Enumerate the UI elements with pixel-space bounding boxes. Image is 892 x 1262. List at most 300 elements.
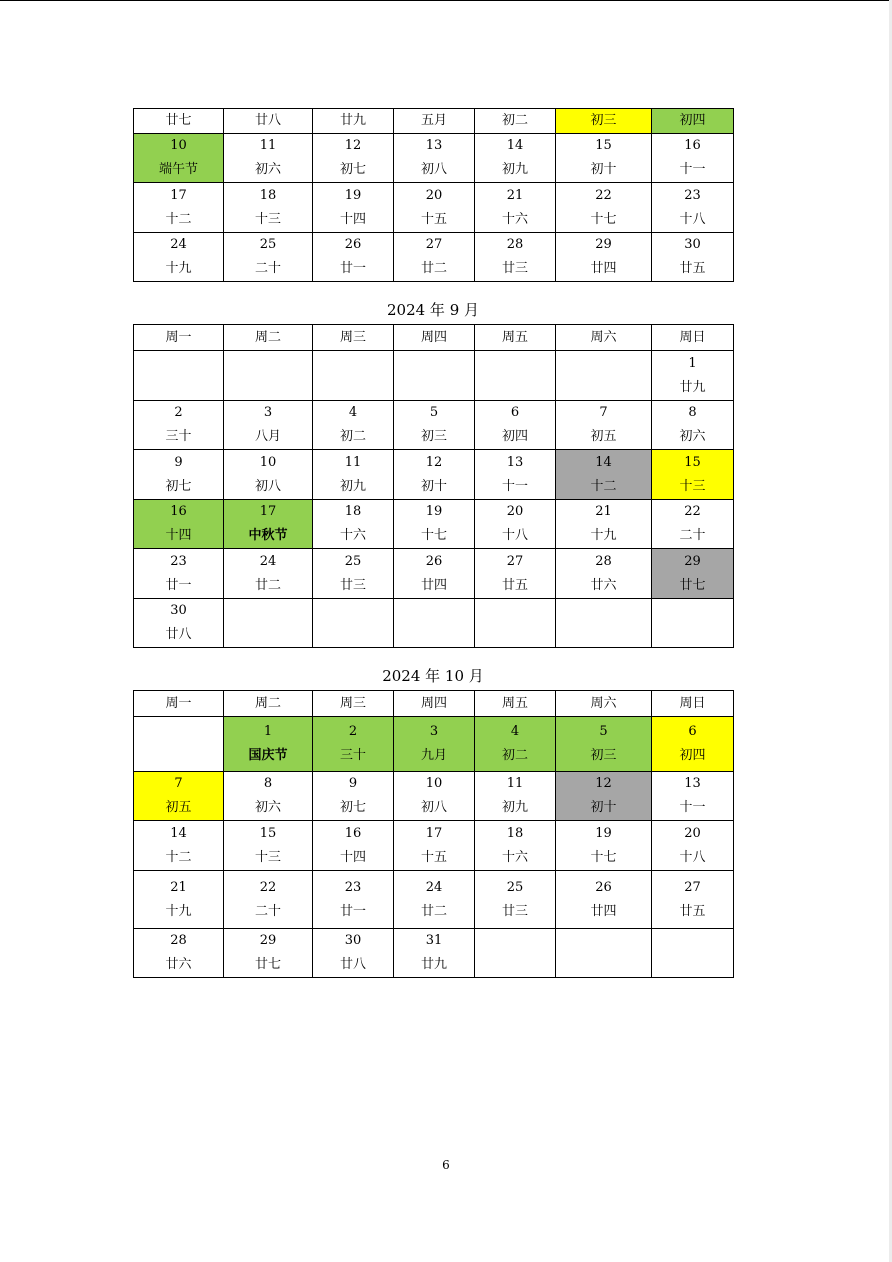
weekday-header-cell: 周五	[475, 691, 556, 717]
day-cell	[556, 401, 652, 450]
empty-day-cell	[224, 351, 313, 401]
lunar-date: 廿四	[590, 261, 617, 276]
day-number: 20	[684, 825, 701, 841]
lunar-date: 廿七	[679, 577, 706, 593]
lunar-only-cell	[394, 109, 475, 134]
lunar-date: 端午节	[158, 162, 198, 177]
lunar-date: 十八	[501, 528, 528, 543]
day-cell	[134, 500, 224, 549]
day-number: 27	[506, 553, 524, 569]
lunar-date: 十六	[501, 211, 528, 227]
day-number: 21	[170, 879, 187, 895]
day-cell	[394, 183, 475, 233]
lunar-date: 廿九	[420, 957, 447, 972]
day-cell	[224, 871, 313, 929]
empty-day-cell	[475, 929, 556, 978]
day-cell	[394, 871, 475, 929]
day-cell	[475, 549, 556, 599]
day-cell	[313, 450, 394, 500]
weekday-header-cell: 周五	[475, 325, 556, 351]
day-cell	[134, 599, 224, 648]
day-number: 28	[506, 237, 524, 252]
day-number: 20	[506, 504, 524, 519]
day-cell	[652, 772, 734, 821]
empty-day-cell	[394, 599, 475, 648]
day-number: 30	[170, 603, 187, 618]
day-cell	[556, 821, 652, 871]
day-number: 29	[684, 553, 701, 569]
empty-day-cell	[556, 599, 652, 648]
lunar-date: 十三	[679, 478, 706, 494]
weekday-header-cell: 周一	[134, 691, 224, 717]
day-number: 13	[684, 776, 701, 791]
week-row	[134, 929, 734, 978]
day-cell	[556, 233, 652, 282]
day-cell	[394, 821, 475, 871]
weekday-header-cell: 周日	[652, 325, 734, 351]
lunar-date: 十四	[339, 849, 366, 865]
day-number: 27	[425, 237, 443, 252]
day-cell	[224, 929, 313, 978]
lunar-date: 初三	[590, 113, 617, 128]
lunar-only-cell	[475, 109, 556, 134]
day-number: 19	[425, 504, 443, 519]
day-cell	[313, 871, 394, 929]
day-cell	[556, 134, 652, 183]
day-number: 12	[344, 138, 362, 153]
lunar-date: 初十	[590, 800, 617, 815]
weekday-header-cell: 周日	[652, 691, 734, 717]
weekday-header-cell: 周一	[134, 325, 224, 351]
week-row	[134, 772, 734, 821]
lunar-date: 初六	[254, 800, 281, 815]
day-number: 7	[174, 776, 183, 791]
day-cell	[224, 772, 313, 821]
weekday-header-row	[134, 325, 734, 351]
lunar-date: 初四	[501, 429, 528, 444]
day-number: 3	[429, 724, 439, 739]
week-row	[134, 821, 734, 871]
weekday-header-cell: 周四	[394, 691, 475, 717]
day-number: 11	[506, 776, 524, 791]
empty-day-cell	[313, 351, 394, 401]
week-row	[134, 871, 734, 929]
day-number: 6	[510, 405, 520, 420]
lunar-date: 十九	[165, 261, 192, 276]
day-cell	[313, 772, 394, 821]
day-cell	[224, 134, 313, 183]
lunar-date: 廿四	[590, 903, 617, 919]
day-cell	[394, 772, 475, 821]
day-cell	[224, 233, 313, 282]
lunar-date: 初二	[501, 113, 528, 128]
lunar-only-cell	[134, 109, 224, 134]
day-cell	[652, 351, 734, 401]
lunar-date: 初三	[590, 748, 617, 763]
day-cell	[475, 233, 556, 282]
october-calendar-table	[133, 690, 734, 978]
week-row	[134, 401, 734, 450]
lunar-date: 十九	[165, 903, 192, 919]
day-cell	[556, 500, 652, 549]
lunar-date: 初四	[679, 748, 706, 763]
day-cell	[652, 183, 734, 233]
day-number: 25	[344, 553, 362, 569]
day-cell	[556, 549, 652, 599]
lunar-date: 廿五	[679, 261, 706, 276]
day-cell	[394, 549, 475, 599]
day-cell	[394, 929, 475, 978]
lunar-only-cell	[556, 109, 652, 134]
day-cell	[475, 401, 556, 450]
day-cell	[134, 772, 224, 821]
weekday-header-cell: 周六	[556, 325, 652, 351]
lunar-date: 五月	[420, 113, 447, 128]
lunar-date: 十二	[165, 849, 192, 865]
day-number: 25	[259, 237, 277, 252]
day-number: 27	[684, 879, 701, 895]
day-cell	[652, 450, 734, 500]
day-cell	[475, 450, 556, 500]
day-cell	[556, 772, 652, 821]
lunar-date: 初二	[501, 748, 528, 763]
week-row	[134, 500, 734, 549]
day-number: 30	[684, 237, 701, 252]
lunar-date: 三十	[165, 429, 192, 444]
lunar-date: 九月	[420, 748, 447, 763]
lunar-date: 二十	[254, 261, 281, 276]
day-number: 16	[344, 825, 362, 841]
lunar-date: 初九	[501, 800, 528, 815]
lunar-date: 初十	[420, 478, 447, 494]
lunar-date: 初五	[165, 800, 192, 815]
day-cell	[652, 500, 734, 549]
day-cell	[134, 821, 224, 871]
day-cell	[475, 772, 556, 821]
day-cell	[475, 183, 556, 233]
lunar-date: 廿二	[420, 261, 447, 276]
day-number: 23	[344, 879, 362, 895]
day-cell	[652, 233, 734, 282]
day-cell	[394, 233, 475, 282]
day-cell	[224, 450, 313, 500]
day-number: 21	[595, 504, 612, 519]
day-number: 11	[344, 454, 362, 470]
lunar-date: 十一	[679, 800, 706, 815]
day-cell	[652, 871, 734, 929]
day-number: 26	[425, 553, 443, 569]
day-cell	[134, 871, 224, 929]
day-number: 5	[429, 405, 439, 420]
day-cell	[652, 401, 734, 450]
lunar-date: 十九	[590, 528, 617, 543]
day-number: 12	[425, 454, 443, 470]
empty-day-cell	[475, 599, 556, 648]
day-cell	[475, 134, 556, 183]
empty-day-cell	[556, 351, 652, 401]
empty-day-cell	[475, 351, 556, 401]
empty-day-cell	[134, 351, 224, 401]
day-number: 17	[259, 504, 277, 519]
day-number: 6	[688, 724, 697, 739]
day-number: 19	[344, 187, 362, 203]
week-row	[134, 450, 734, 500]
day-number: 20	[425, 187, 443, 203]
day-number: 10	[425, 776, 443, 791]
lunar-date: 廿一	[339, 903, 366, 919]
day-number: 15	[684, 454, 701, 470]
september-title: 2024 年 9 月	[386, 301, 480, 319]
day-number: 22	[595, 187, 612, 203]
day-number: 4	[510, 724, 520, 739]
day-number: 16	[170, 504, 187, 519]
day-number: 29	[595, 237, 612, 252]
page-top-border	[0, 0, 892, 1]
day-number: 23	[170, 553, 187, 569]
day-number: 21	[506, 187, 524, 203]
week-row	[134, 717, 734, 772]
day-cell	[134, 450, 224, 500]
day-cell	[134, 233, 224, 282]
day-cell	[394, 450, 475, 500]
lunar-date: 廿二	[420, 903, 447, 919]
lunar-date: 初八	[254, 478, 281, 494]
day-cell	[556, 717, 652, 772]
day-cell	[652, 549, 734, 599]
weekday-header-cell: 周二	[224, 325, 313, 351]
lunar-date: 十一	[679, 162, 706, 177]
day-number: 8	[263, 776, 273, 791]
empty-day-cell	[224, 599, 313, 648]
day-number: 1	[688, 355, 697, 371]
lunar-date: 十八	[679, 849, 706, 865]
day-number: 4	[348, 405, 358, 420]
day-cell	[652, 821, 734, 871]
day-cell	[313, 134, 394, 183]
lunar-date: 三十	[339, 748, 366, 763]
empty-day-cell	[556, 929, 652, 978]
day-cell	[224, 183, 313, 233]
lunar-date: 廿一	[339, 261, 366, 276]
day-number: 14	[170, 825, 187, 841]
day-cell	[134, 401, 224, 450]
empty-day-cell	[652, 599, 734, 648]
lunar-date: 廿二	[254, 577, 281, 593]
day-number: 30	[344, 933, 362, 948]
day-number: 18	[259, 187, 277, 203]
day-cell	[556, 450, 652, 500]
day-number: 31	[425, 933, 443, 948]
lunar-date: 初四	[679, 113, 706, 128]
day-number: 14	[506, 138, 524, 153]
day-number: 9	[348, 776, 358, 791]
lunar-date: 十三	[254, 849, 281, 865]
day-cell	[313, 233, 394, 282]
day-number: 14	[595, 454, 612, 470]
lunar-date: 廿五	[679, 903, 706, 919]
lunar-date: 十四	[339, 211, 366, 227]
day-number: 9	[174, 454, 183, 470]
lunar-date: 廿三	[339, 577, 366, 593]
lunar-date: 十七	[590, 849, 617, 865]
day-number: 3	[263, 405, 273, 420]
day-cell	[475, 821, 556, 871]
day-number: 13	[506, 454, 524, 470]
lunar-date: 中秋节	[248, 528, 288, 543]
lunar-date: 初七	[339, 162, 366, 177]
day-number: 18	[506, 825, 524, 841]
day-number: 13	[425, 138, 443, 153]
lunar-date: 初三	[420, 429, 447, 444]
day-cell	[134, 549, 224, 599]
day-number: 12	[595, 776, 612, 791]
empty-day-cell	[652, 929, 734, 978]
day-cell	[652, 134, 734, 183]
day-number: 17	[425, 825, 443, 841]
day-number: 15	[595, 138, 612, 153]
lunar-only-cell	[313, 109, 394, 134]
day-cell	[313, 717, 394, 772]
day-number: 22	[259, 879, 277, 895]
day-number: 5	[599, 724, 608, 739]
lunar-date: 初五	[590, 429, 617, 444]
day-cell	[556, 871, 652, 929]
day-number: 28	[595, 553, 612, 569]
day-cell	[475, 500, 556, 549]
page-number: 6	[442, 1158, 450, 1172]
day-cell	[313, 183, 394, 233]
day-number: 7	[599, 405, 608, 420]
day-cell	[134, 134, 224, 183]
lunar-date: 廿九	[679, 379, 706, 395]
week-row	[134, 183, 734, 233]
lunar-date: 初七	[339, 800, 366, 815]
weekday-header-cell: 周六	[556, 691, 652, 717]
lunar-date: 十五	[420, 211, 447, 227]
day-cell	[652, 717, 734, 772]
day-number: 8	[688, 405, 697, 420]
lunar-date: 初七	[165, 478, 192, 494]
lunar-date: 十七	[590, 211, 617, 227]
day-number: 25	[506, 879, 524, 895]
october-title: 2024 年 10 月	[382, 667, 484, 685]
day-cell	[313, 821, 394, 871]
lunar-date: 十一	[501, 478, 528, 494]
lunar-date: 十二	[590, 478, 617, 494]
day-number: 10	[259, 454, 277, 470]
day-cell	[224, 717, 313, 772]
day-number: 15	[259, 825, 277, 841]
day-number: 18	[344, 504, 362, 519]
weekday-header-cell: 周二	[224, 691, 313, 717]
day-number: 22	[684, 504, 701, 519]
lunar-date: 初十	[590, 162, 617, 177]
day-cell	[394, 401, 475, 450]
day-cell	[224, 401, 313, 450]
empty-day-cell	[394, 351, 475, 401]
september-calendar-table	[133, 324, 734, 648]
lunar-date: 十六	[501, 849, 528, 865]
lunar-date: 廿五	[501, 577, 528, 593]
day-cell	[134, 929, 224, 978]
day-cell	[224, 500, 313, 549]
weekday-header-cell: 周三	[313, 691, 394, 717]
day-cell	[394, 134, 475, 183]
day-number: 2	[174, 405, 183, 420]
lunar-date: 初九	[501, 162, 528, 177]
day-number: 16	[684, 138, 701, 153]
day-number: 2	[348, 724, 358, 739]
lunar-date: 初六	[254, 162, 281, 177]
empty-day-cell	[313, 599, 394, 648]
day-cell	[475, 717, 556, 772]
weekday-header-cell: 周四	[394, 325, 475, 351]
lunar-date: 廿九	[339, 113, 366, 128]
lunar-date: 廿六	[590, 577, 617, 593]
lunar-date: 廿七	[254, 957, 281, 972]
day-number: 19	[595, 825, 612, 841]
lunar-date: 廿八	[339, 957, 366, 972]
lunar-date: 十七	[420, 528, 447, 543]
day-number: 29	[259, 933, 277, 948]
day-number: 28	[170, 933, 187, 948]
week-row	[134, 549, 734, 599]
lunar-date: 初八	[420, 800, 447, 815]
weekday-header-cell: 周三	[313, 325, 394, 351]
day-cell	[224, 821, 313, 871]
lunar-date: 初六	[679, 429, 706, 444]
day-cell	[313, 929, 394, 978]
day-cell	[313, 401, 394, 450]
day-number: 24	[425, 879, 443, 895]
weekday-header-row	[134, 691, 734, 717]
lunar-date: 八月	[254, 429, 281, 444]
lunar-date: 十六	[339, 528, 366, 543]
lunar-date: 廿四	[420, 577, 447, 593]
lunar-date: 十八	[679, 211, 706, 227]
day-cell	[313, 500, 394, 549]
lunar-date: 廿六	[165, 957, 192, 972]
day-number: 26	[344, 237, 362, 252]
day-number: 24	[259, 553, 277, 569]
day-number: 24	[170, 237, 187, 252]
lunar-date: 廿八	[254, 113, 281, 128]
lunar-only-cell	[224, 109, 313, 134]
lunar-date: 初二	[339, 429, 366, 444]
lunar-date: 十四	[165, 528, 192, 543]
lunar-date: 廿八	[165, 627, 192, 642]
day-cell	[394, 500, 475, 549]
week-row	[134, 233, 734, 282]
lunar-date: 廿三	[501, 261, 528, 276]
week-row	[134, 351, 734, 401]
day-cell	[224, 549, 313, 599]
lunar-date: 初八	[420, 162, 447, 177]
lunar-only-cell	[652, 109, 734, 134]
lunar-date: 廿七	[165, 113, 192, 128]
lunar-date: 十三	[254, 211, 281, 227]
week-row-partial	[134, 109, 734, 134]
day-number: 17	[170, 187, 187, 203]
day-cell	[475, 871, 556, 929]
day-cell	[556, 183, 652, 233]
day-cell	[134, 183, 224, 233]
day-cell	[313, 549, 394, 599]
day-number: 26	[595, 879, 612, 895]
week-row	[134, 599, 734, 648]
lunar-date: 十二	[165, 211, 192, 227]
lunar-date: 二十	[679, 528, 706, 543]
